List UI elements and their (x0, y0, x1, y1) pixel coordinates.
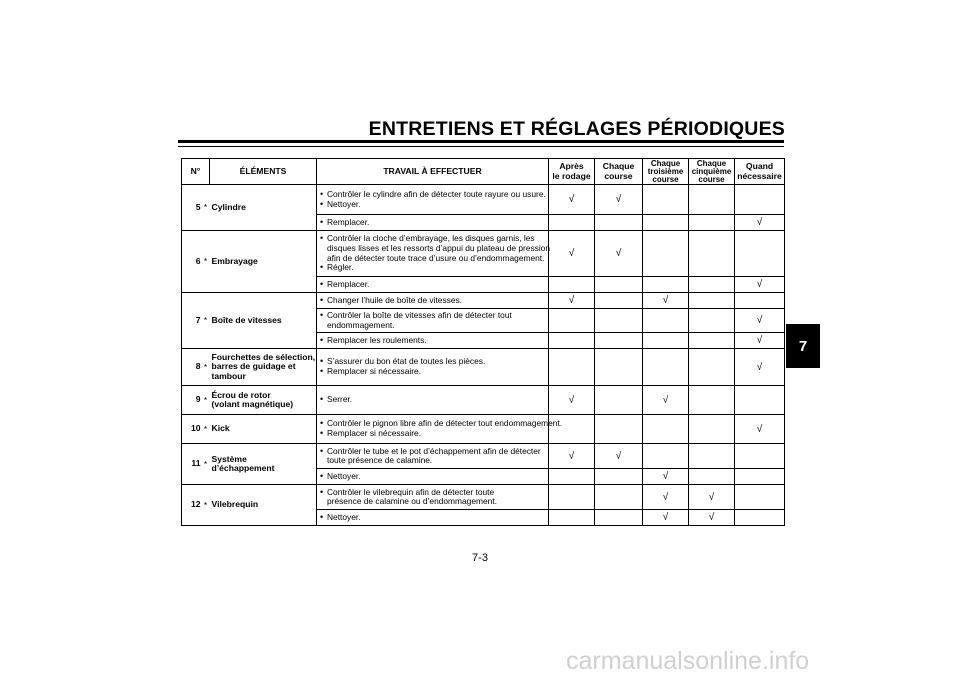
work-text: Contrôler le vilebrequin afin de détecter toute (327, 486, 495, 497)
bullet-icon: • (320, 334, 324, 345)
table-row (182, 444, 785, 469)
table-row (182, 293, 785, 309)
interval-cell (549, 386, 595, 415)
bullet-icon: • (320, 418, 324, 429)
interval-cell (689, 485, 735, 510)
work-cell (317, 444, 549, 469)
bullet-icon: • (320, 188, 324, 199)
work-line (320, 218, 546, 228)
row-element (210, 349, 317, 386)
table-row (182, 231, 785, 277)
interval-cell (549, 485, 595, 510)
interval-cell (643, 415, 689, 444)
interval-cell (549, 469, 595, 485)
row-asterisk: * (202, 293, 210, 349)
interval-cell (643, 293, 689, 309)
interval-cell (689, 349, 735, 386)
bullet-icon: • (320, 428, 324, 439)
work-line (320, 456, 546, 465)
interval-cell (689, 277, 735, 293)
bullet-icon: • (320, 233, 324, 244)
work-text: Régler. (327, 261, 354, 272)
interval-cell (595, 469, 643, 485)
interval-cell (735, 415, 785, 444)
header-elements: ÉLÉMENTS (210, 159, 317, 185)
row-number: 12 (182, 485, 202, 526)
work-text: Contrôler le tube et le pot d’échappement afin de détecter (327, 445, 541, 456)
interval-cell (735, 293, 785, 309)
row-asterisk: * (202, 386, 210, 415)
interval-cell (549, 309, 595, 333)
check-mark-icon: √ (662, 394, 669, 406)
work-text: Nettoyer. (327, 511, 361, 522)
interval-cell (595, 510, 643, 526)
work-text: Nettoyer. (327, 198, 361, 209)
row-asterisk: * (202, 444, 210, 485)
work-line (320, 472, 546, 482)
work-text: Remplacer. (327, 278, 370, 289)
work-line (320, 497, 546, 506)
work-text: endommagement. (327, 319, 395, 330)
interval-cell (595, 485, 643, 510)
interval-cell (689, 293, 735, 309)
bullet-icon: • (320, 486, 324, 497)
element-line: Embrayage (211, 255, 258, 266)
header-line: Chaque (602, 161, 635, 172)
interval-cell (549, 231, 595, 277)
row-element (210, 231, 317, 293)
check-mark-icon: √ (568, 295, 575, 306)
interval-cell (689, 333, 735, 349)
row-element (210, 293, 317, 349)
table-row (182, 415, 785, 444)
interval-cell (643, 185, 689, 215)
header-line: Chaque (696, 158, 727, 168)
interval-cell (735, 333, 785, 349)
work-line (320, 336, 546, 346)
element-line: Écrou de rotor (211, 389, 271, 400)
element-line: Vilebrequin (211, 499, 259, 510)
check-mark-icon: √ (615, 450, 622, 462)
check-mark-icon: √ (568, 450, 575, 462)
work-text: présence de calamine ou d’endommagement. (327, 496, 497, 507)
header-num: N° (182, 159, 210, 185)
check-mark-icon: √ (615, 248, 622, 259)
interval-cell (595, 293, 643, 309)
table-row (182, 349, 785, 386)
bullet-icon: • (320, 198, 324, 209)
element-line: Système (211, 453, 247, 464)
check-mark-icon: √ (756, 423, 763, 435)
work-text: Remplacer si nécessaire. (327, 428, 422, 439)
interval-cell (595, 215, 643, 231)
header-each-race (595, 159, 643, 185)
work-text: afin de détecter toute trace d’usure ou d’endommagement. (327, 252, 545, 263)
interval-cell (549, 510, 595, 526)
work-text: Remplacer les roulements. (327, 334, 427, 345)
interval-cell (549, 215, 595, 231)
work-line (320, 200, 546, 210)
header-work: TRAVAIL À EFFECTUER (317, 159, 549, 185)
header-as-needed (735, 159, 785, 185)
work-text: S’assurer du bon état de toutes les pièces. (327, 356, 486, 367)
header-line: course (652, 174, 679, 184)
element-line: Kick (211, 423, 230, 434)
check-mark-icon: √ (708, 512, 715, 524)
interval-cell (643, 469, 689, 485)
interval-cell (549, 333, 595, 349)
title-rule-thin (178, 146, 784, 147)
interval-cell (595, 386, 643, 415)
table-row (182, 485, 785, 510)
interval-cell (689, 386, 735, 415)
interval-cell (689, 185, 735, 215)
row-number: 9 (182, 386, 202, 415)
element-line: (volant magnétique) (211, 399, 294, 410)
interval-cell (689, 231, 735, 277)
work-text: disques lisses et les ressorts d’appui du plateau de pression (327, 243, 550, 254)
interval-cell (595, 277, 643, 293)
header-line: troisième (647, 166, 684, 176)
header-line: Chaque (650, 158, 681, 168)
header-line: nécessaire (737, 170, 782, 181)
element-line: Cylindre (211, 201, 246, 212)
interval-cell (735, 485, 785, 510)
interval-cell (595, 349, 643, 386)
page-number: 7-3 (472, 552, 488, 564)
interval-cell (549, 444, 595, 469)
check-mark-icon: √ (662, 471, 669, 483)
work-text: Contrôler le cylindre afin de détecter toute rayure ou usure. (327, 188, 546, 199)
interval-cell (735, 349, 785, 386)
work-line (320, 263, 546, 273)
row-number: 8 (182, 349, 202, 386)
interval-cell (735, 309, 785, 333)
row-number: 11 (182, 444, 202, 485)
maintenance-table (181, 158, 785, 526)
interval-cell (643, 510, 689, 526)
work-line (320, 367, 546, 377)
check-mark-icon: √ (756, 315, 763, 327)
interval-cell (735, 386, 785, 415)
work-cell (317, 415, 563, 444)
interval-cell (735, 215, 785, 231)
interval-cell (549, 277, 595, 293)
header-line: cinquième (691, 166, 732, 176)
work-text: Contrôler la boîte de vitesses afin de détecter tout (327, 310, 512, 320)
bullet-icon: • (320, 445, 324, 456)
element-line: barres de guidage et (211, 361, 296, 372)
work-cell (317, 469, 549, 485)
interval-cell (549, 293, 595, 309)
interval-cell (735, 444, 785, 469)
interval-cell (689, 309, 735, 333)
bullet-icon: • (320, 261, 324, 272)
watermark: carmanualsonline.info (566, 647, 810, 675)
header-line: Quand (745, 161, 774, 172)
check-mark-icon: √ (662, 295, 669, 306)
element-line: tambour (211, 370, 246, 381)
bullet-icon: • (320, 294, 324, 305)
header-third-race (643, 159, 689, 185)
interval-cell (735, 231, 785, 277)
maintenance-table-container (181, 158, 784, 526)
work-line (320, 395, 546, 405)
check-mark-icon: √ (662, 512, 669, 524)
work-text: toute présence de calamine. (327, 455, 433, 466)
bullet-icon: • (320, 511, 324, 522)
interval-cell (689, 415, 735, 444)
interval-cell (643, 333, 689, 349)
element-line: d’échappement (211, 463, 275, 474)
header-line: le rodage (552, 170, 591, 181)
row-element (210, 485, 317, 526)
work-line (320, 296, 546, 306)
table-header-row (182, 159, 785, 185)
interval-cell (735, 469, 785, 485)
work-text: Nettoyer. (327, 470, 361, 481)
row-asterisk: * (202, 415, 210, 444)
header-line: Après (559, 161, 584, 172)
work-cell (317, 309, 549, 333)
header-fifth-race (689, 159, 735, 185)
check-mark-icon: √ (756, 279, 763, 290)
bullet-icon: • (320, 216, 324, 227)
work-cell (317, 215, 549, 231)
interval-cell (643, 277, 689, 293)
row-number: 7 (182, 293, 202, 349)
interval-cell (643, 386, 689, 415)
interval-cell (643, 444, 689, 469)
row-asterisk: * (202, 485, 210, 526)
work-cell (317, 349, 549, 386)
element-line: Fourchettes de sélection, (211, 351, 316, 362)
work-cell (317, 231, 549, 277)
interval-cell (643, 485, 689, 510)
interval-cell (549, 349, 595, 386)
table-row (182, 386, 785, 415)
check-mark-icon: √ (708, 491, 715, 503)
row-element (210, 415, 317, 444)
interval-cell (643, 349, 689, 386)
bullet-icon: • (320, 394, 324, 405)
page-title: ENTRETIENS ET RÉGLAGES PÉRIODIQUES (368, 118, 785, 140)
header-line: course (604, 170, 633, 181)
work-text: Serrer. (327, 394, 353, 405)
work-text: Changer l’huile de boîte de vitesses. (327, 294, 463, 305)
bullet-icon: • (320, 310, 324, 320)
interval-cell (689, 469, 735, 485)
row-element (210, 444, 317, 485)
work-cell (317, 277, 549, 293)
work-text: Remplacer. (327, 216, 370, 227)
check-mark-icon: √ (568, 394, 575, 406)
work-line (320, 513, 546, 523)
work-line (320, 429, 546, 439)
work-line (320, 321, 546, 330)
work-cell (317, 185, 549, 215)
table-body (182, 185, 785, 526)
row-number: 10 (182, 415, 202, 444)
interval-cell (595, 444, 643, 469)
interval-cell (689, 444, 735, 469)
interval-cell (735, 185, 785, 215)
work-line (320, 280, 546, 290)
interval-cell (735, 510, 785, 526)
row-asterisk: * (202, 231, 210, 293)
table-row (182, 185, 785, 215)
work-cell (317, 293, 549, 309)
bullet-icon: • (320, 366, 324, 377)
header-after-breakin (549, 159, 595, 185)
work-text: Contrôler la cloche d’embrayage, les disques garnis, les (327, 233, 535, 244)
chapter-tab: 7 (786, 324, 820, 368)
row-asterisk: * (202, 185, 210, 231)
bullet-icon: • (320, 278, 324, 289)
interval-cell (689, 215, 735, 231)
check-mark-icon: √ (756, 335, 763, 347)
check-mark-icon: √ (756, 217, 763, 228)
check-mark-icon: √ (615, 194, 622, 205)
check-mark-icon: √ (568, 248, 575, 259)
interval-cell (595, 185, 643, 215)
interval-cell (689, 510, 735, 526)
interval-cell (643, 309, 689, 333)
interval-cell (595, 333, 643, 349)
work-text: Remplacer si nécessaire. (327, 366, 422, 377)
check-mark-icon: √ (756, 361, 763, 373)
check-mark-icon: √ (568, 194, 575, 205)
row-asterisk: * (202, 349, 210, 386)
work-cell (317, 386, 549, 415)
row-number: 6 (182, 231, 202, 293)
row-element (210, 185, 317, 231)
interval-cell (549, 185, 595, 215)
bullet-icon: • (320, 470, 324, 481)
title-rule-thick (178, 140, 784, 143)
interval-cell (735, 277, 785, 293)
row-number: 5 (182, 185, 202, 231)
element-line: Boîte de vitesses (211, 314, 282, 325)
interval-cell (595, 231, 643, 277)
interval-cell (643, 231, 689, 277)
header-line: course (698, 174, 725, 184)
check-mark-icon: √ (662, 491, 669, 503)
work-cell (317, 485, 549, 510)
bullet-icon: • (320, 356, 324, 367)
work-line (320, 254, 546, 263)
interval-cell (595, 415, 643, 444)
work-cell (317, 510, 549, 526)
work-cell (317, 333, 549, 349)
interval-cell (643, 215, 689, 231)
interval-cell (595, 309, 643, 333)
row-element (210, 386, 317, 415)
work-text: Contrôler le pignon libre afin de détecter tout endommagement. (327, 418, 563, 429)
